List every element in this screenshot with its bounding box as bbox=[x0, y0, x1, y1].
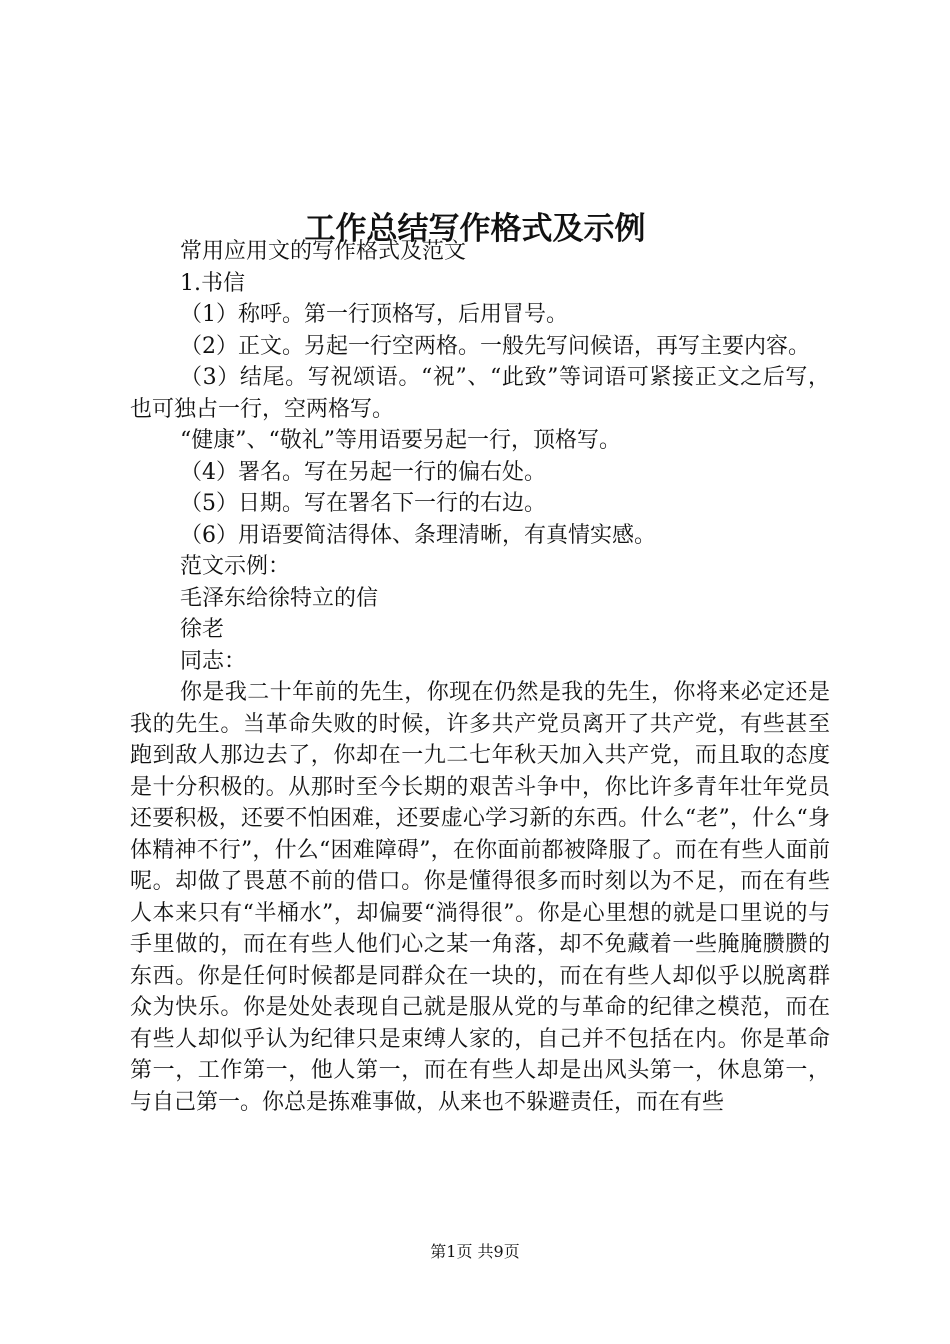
paragraph-body-rule: （2）正文。另起一行空两格。一般先写问候语，再写主要内容。 bbox=[180, 333, 810, 359]
document-body bbox=[130, 236, 830, 1118]
paragraph-courtesy-rule: “健康”、“敬礼”等用语要另起一行，顶格写。 bbox=[180, 428, 621, 453]
paragraph-example-heading: 范文示例： bbox=[180, 554, 291, 579]
paragraph-letter-title: 毛泽东给徐特立的信 bbox=[180, 585, 379, 611]
paragraph-closing-rule: （3）结尾。写祝颂语。“祝”、“此致”等词语可紧接正文之后写，也可独占一行，空两格写。 bbox=[130, 365, 830, 422]
paragraph-signature-rule: （4）署名。写在另起一行的偏右处。 bbox=[180, 459, 546, 485]
paragraph-language-rule: （6）用语要简洁得体、条理清晰，有真情实感。 bbox=[180, 522, 656, 548]
paragraph-recipient-name: 徐老 bbox=[180, 617, 225, 642]
page-number-footer: 第1页 共9页 bbox=[430, 1242, 520, 1261]
paragraph-date-rule: （5）日期。写在署名下一行的右边。 bbox=[180, 491, 546, 516]
paragraph-salutation-rule: （1）称呼。第一行顶格写，后用冒号。 bbox=[180, 302, 568, 327]
document-title: 工作总结写作格式及示例 bbox=[304, 210, 646, 247]
paragraph-recipient-comrade: 同志： bbox=[180, 648, 247, 674]
paragraph-letter-section: 1.书信 bbox=[180, 270, 245, 296]
paragraph-heading: 常用应用文的写作格式及范文 bbox=[180, 239, 467, 264]
paragraph-letter-body: 你是我二十年前的先生，你现在仍然是我的先生，你将来必定还是我的先生。当革命失败的时候，许多共产党员离开了共产党，有些甚至跑到敌人那边去了，你却在一九二七年秋天加入共产党，而且取的态度是十分积极的。从那时至今长期的艰苦斗争中，你比许多青年壮年党员还要积极，还要不怕困难，还要虚心学习新的东西。什么“老”，什么“身体精神不行”，什么“困难障碍”，在你面前都被降服了。而在有些人面前呢。却做了畏葸不前的借口。你是懂得很多而时刻以为不足，而在有些人本来只有“半桶水”，却偏要“淌得很”。你是心里想的就是口里说的与手里做的，而在有些人他们心之某一角落，却不免藏着一些腌腌臜臜的东西。你是任何时候都是同群众在一块的，而在有些人却似乎以脱离群众为快乐。你是处处表现自己就是服从党的与革命的纪律之模范，而在有些人却似乎认为纪律只是束缚人家的，自己并不包括在内。你是革命第一，工作第一，他人第一，而在有些人却是出风头第一，休息第一，与自己第一。你总是拣难事做，从来也不躲避责任，而在有些 bbox=[130, 680, 830, 1115]
